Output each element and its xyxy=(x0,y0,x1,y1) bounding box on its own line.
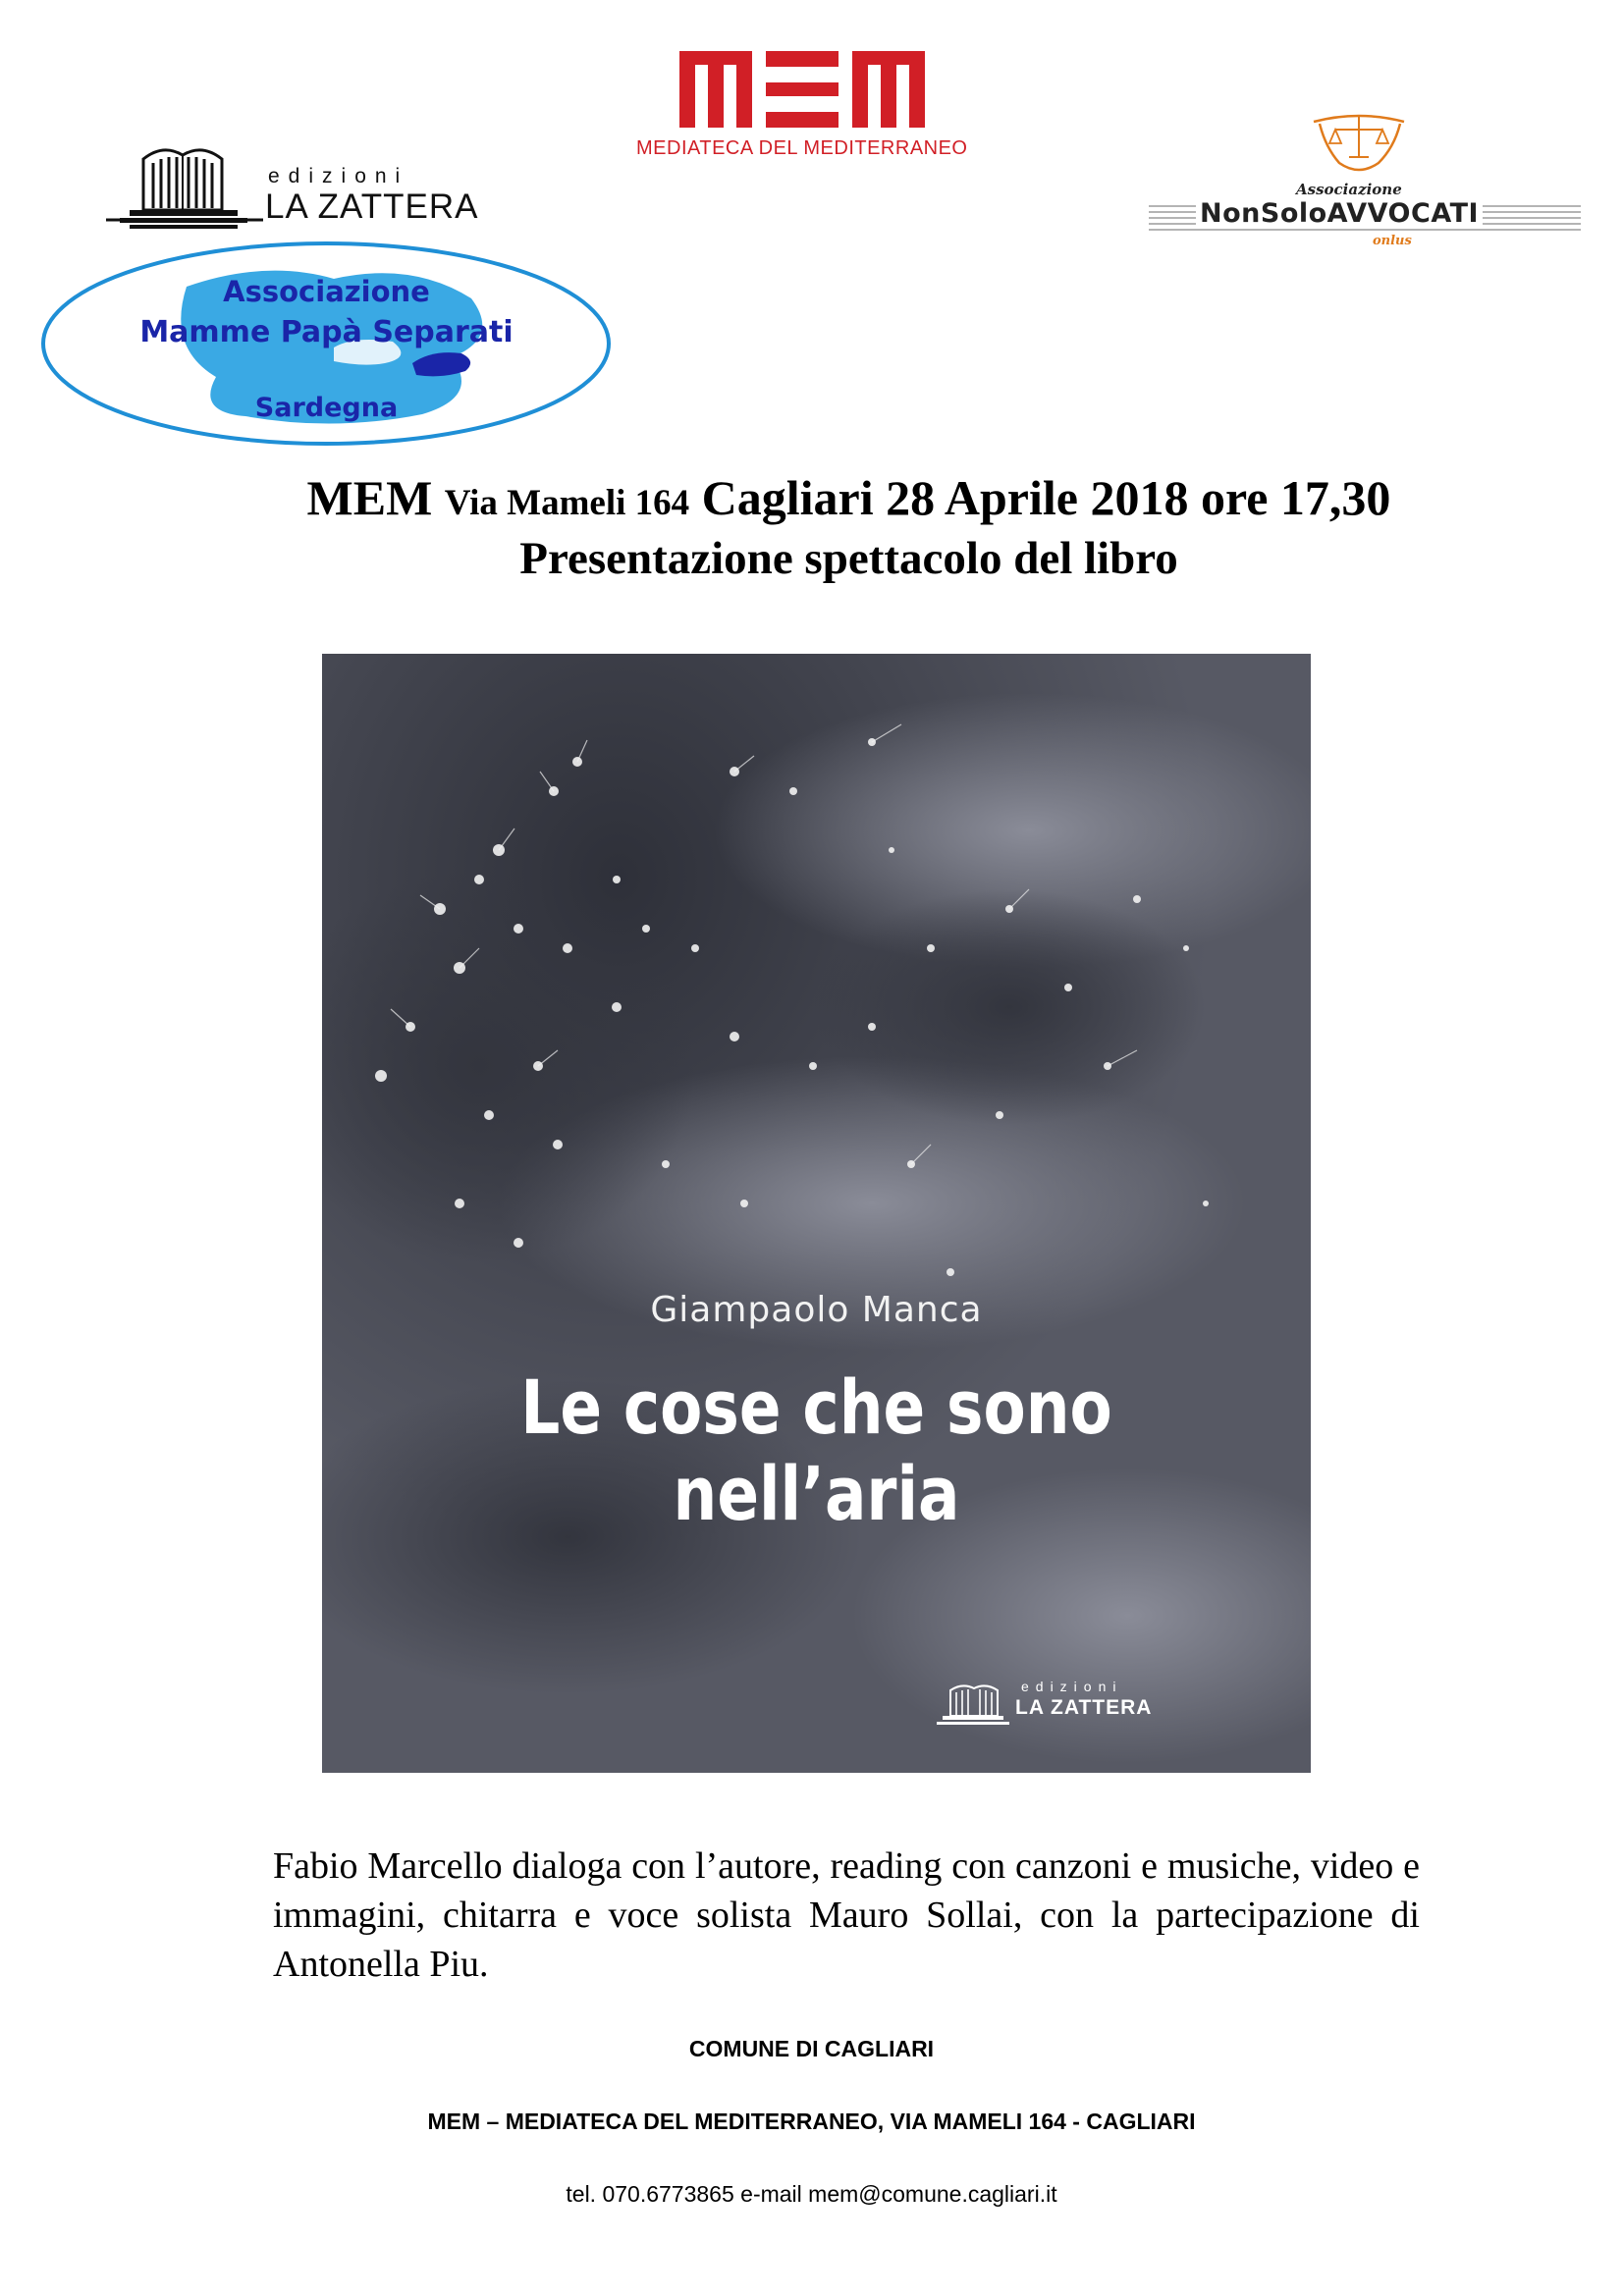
zattera-name-label: LA ZATTERA xyxy=(265,187,479,226)
mem-subtitle: MEDIATECA DEL MEDITERRANEO xyxy=(636,137,968,159)
book-title-line-2: nell’aria xyxy=(673,1450,960,1537)
nonsoloavvocati-logo xyxy=(1149,108,1581,255)
cover-book-building-icon xyxy=(921,1679,1019,1730)
book-cover-image xyxy=(322,654,1311,1773)
mem-logo xyxy=(628,51,982,169)
book-author: Giampaolo Manca xyxy=(650,1290,983,1330)
amps-line-3: Sardegna xyxy=(254,393,399,423)
nsa-associazione-label: Associazione xyxy=(1296,181,1402,198)
la-zattera-logo xyxy=(106,137,479,236)
book-title-line-1: Le cose che sono xyxy=(520,1363,1112,1451)
cover-publisher-name: LA ZATTERA xyxy=(1015,1696,1153,1719)
nsa-name-label: NonSoloAVVOCATI xyxy=(1196,198,1483,229)
book-building-icon xyxy=(106,137,263,236)
headline-mem: MEM xyxy=(306,470,433,525)
footer-contact: tel. 070.6773865 e-mail mem@comune.cagliari.it xyxy=(566,2181,1057,2207)
headline-address: Via Mameli 164 xyxy=(444,483,690,523)
amps-line-1: Associazione xyxy=(223,275,430,308)
zattera-edizioni-label: edizioni xyxy=(268,165,409,187)
event-headline xyxy=(0,469,1623,526)
event-description: Fabio Marcello dialoga con l’autore, reading con canzoni e musiche, video e immagini, chitarra e voce solista Mauro Sollai, con la partecipazione di Antonella Piu. xyxy=(273,1845,1420,1985)
cloudy-sky-dandelion-background xyxy=(322,654,1311,1773)
nsa-onlus-label: onlus xyxy=(1373,234,1412,248)
footer-organizer: COMUNE DI CAGLIARI xyxy=(688,2036,935,2061)
footer-address: MEM – MEDIATECA DEL MEDITERRANEO, VIA MAMELI 164 - CAGLIARI xyxy=(427,2109,1196,2134)
mem-mark-icon xyxy=(679,51,927,130)
cover-publisher-logo xyxy=(921,1679,1157,1730)
amps-logo xyxy=(39,240,614,448)
headline-city-date-time: Cagliari 28 Aprile 2018 ore 17,30 xyxy=(701,470,1391,525)
event-subtitle: Presentazione spettacolo del libro xyxy=(519,533,1178,584)
amps-line-2: Mamme Papà Separati xyxy=(139,315,514,349)
cover-edizioni-label: edizioni xyxy=(1021,1679,1123,1694)
scales-of-justice-icon xyxy=(1306,108,1414,177)
